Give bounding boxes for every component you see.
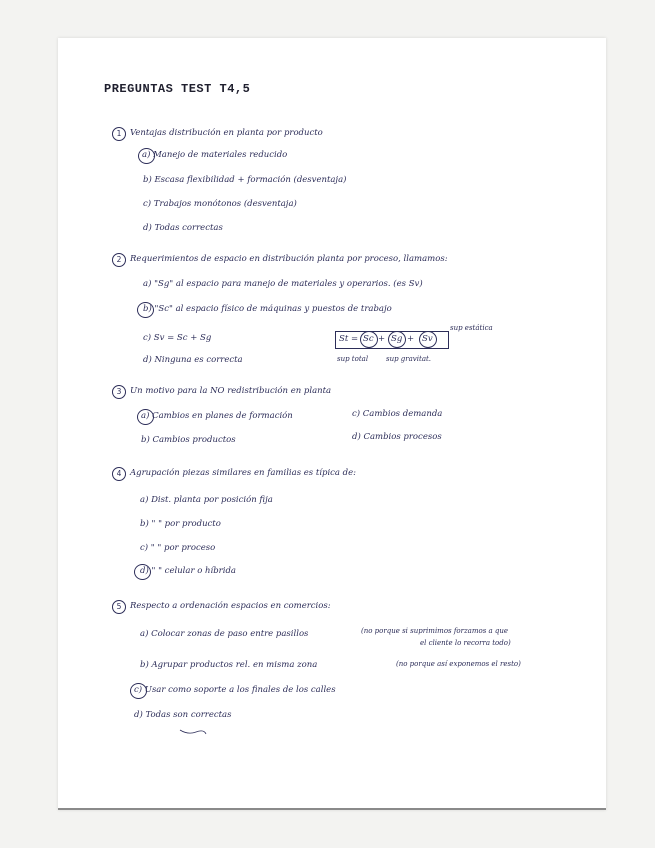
q3-option-d: d) Cambios procesos (352, 432, 442, 442)
q4-option-a: a) Dist. planta por posición fija (140, 495, 273, 505)
question-number-5: 5 (112, 600, 126, 614)
question-number-3: 3 (112, 385, 126, 399)
q5-a-note-2: el cliente lo recorra todo) (420, 639, 511, 647)
q5-a-note-1: (no porque si suprimimos forzamos a que (361, 627, 509, 635)
q2-option-b: b) "Sc" al espacio físico de máquinas y puestos de trabajo (143, 304, 392, 314)
question-2-text: Requerimientos de espacio en distribución planta por proceso, llamamos: (130, 254, 448, 264)
note-sup-total: sup total (337, 355, 369, 363)
q4-option-d: d) " " celular o híbrida (140, 566, 236, 576)
q3-option-a: a) Cambios en planes de formación (141, 411, 293, 421)
q1-option-b: b) Escasa flexibilidad + formación (desventaja) (143, 175, 347, 185)
q5-option-a: a) Colocar zonas de paso entre pasillos (140, 629, 309, 639)
q4-option-b: b) " " por producto (140, 519, 221, 529)
q5-b-note: (no porque así exponemos el resto) (396, 660, 521, 668)
q3-option-c: c) Cambios demanda (352, 409, 443, 419)
q5-option-c: c) Usar como soporte a los finales de los calles (134, 685, 336, 695)
question-number-2: 2 (112, 253, 126, 267)
q3-option-b: b) Cambios productos (141, 435, 236, 445)
q2-option-d: d) Ninguna es correcta (143, 355, 243, 365)
q5-option-d: d) Todas son correctas (134, 710, 232, 720)
question-number-4: 4 (112, 467, 126, 481)
formula-sc: Sc (363, 334, 374, 344)
formula-st: St = (339, 334, 359, 344)
note-sup-gravitatoria: sup gravitat. (386, 355, 432, 363)
pen-stroke-mark (178, 727, 208, 737)
formula-sv: Sv (422, 334, 433, 344)
question-1-text: Ventajas distribución en planta por producto (130, 128, 323, 138)
question-4-text: Agrupación piezas similares en familias es típica de: (130, 468, 357, 478)
q4-option-c: c) " " por proceso (140, 543, 216, 553)
question-3-text: Un motivo para la NO redistribución en planta (130, 386, 332, 396)
question-number-1: 1 (112, 127, 126, 141)
q5-option-b: b) Agrupar productos rel. en misma zona (140, 660, 318, 670)
question-5-text: Respecto a ordenación espacios en comercios: (130, 601, 331, 611)
q2-option-c: c) Sv = Sc + Sg (143, 333, 212, 343)
formula-plus-2: + (407, 334, 415, 344)
q1-option-d: d) Todas correctas (143, 223, 223, 233)
formula-plus-1: + (378, 334, 386, 344)
q1-option-c: c) Trabajos monótonos (desventaja) (143, 199, 297, 209)
q1-option-a: a) Manejo de materiales reducido (142, 150, 288, 160)
q2-option-a: a) "Sg" al espacio para manejo de materiales y operarios. (es Sv) (143, 279, 423, 289)
formula-sg: Sg (391, 334, 403, 344)
note-sup-estatica: sup estática (450, 324, 493, 332)
page-title: PREGUNTAS TEST T4,5 (104, 82, 251, 96)
